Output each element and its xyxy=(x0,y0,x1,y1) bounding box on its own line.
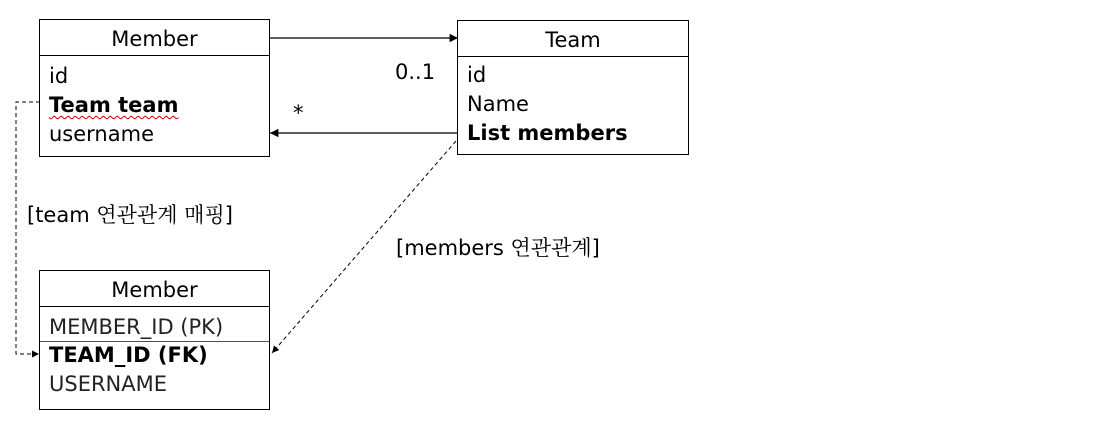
column-username: USERNAME xyxy=(49,372,168,396)
team-mapping-annotation: [team 연관관계 매핑] xyxy=(27,203,233,227)
team-field-id: id xyxy=(467,63,487,87)
column-member-id: MEMBER_ID (PK) xyxy=(49,315,224,339)
team-field-name: Name xyxy=(467,92,529,116)
member-table-title: Member xyxy=(40,271,269,307)
column-team-id: TEAM_ID (FK) xyxy=(49,343,208,367)
table-divider xyxy=(40,341,269,342)
member-entity-title: Member xyxy=(40,20,269,56)
member-entity-box[interactable] xyxy=(39,19,270,157)
team-field-members: List members xyxy=(467,121,628,145)
member-field-team-text: Team team xyxy=(49,93,179,117)
multiplicity-member-end: * xyxy=(293,101,304,125)
member-table-box[interactable] xyxy=(39,270,270,410)
members-relation-annotation: [members 연관관계] xyxy=(396,236,600,260)
member-field-username: username xyxy=(49,122,154,146)
team-entity-title: Team xyxy=(458,21,688,57)
member-field-team xyxy=(49,93,178,117)
team-entity-box[interactable] xyxy=(457,20,689,155)
multiplicity-team-end: 0..1 xyxy=(395,60,436,84)
team-mapping-dashed-arrow xyxy=(16,102,40,354)
member-field-id: id xyxy=(49,64,69,88)
